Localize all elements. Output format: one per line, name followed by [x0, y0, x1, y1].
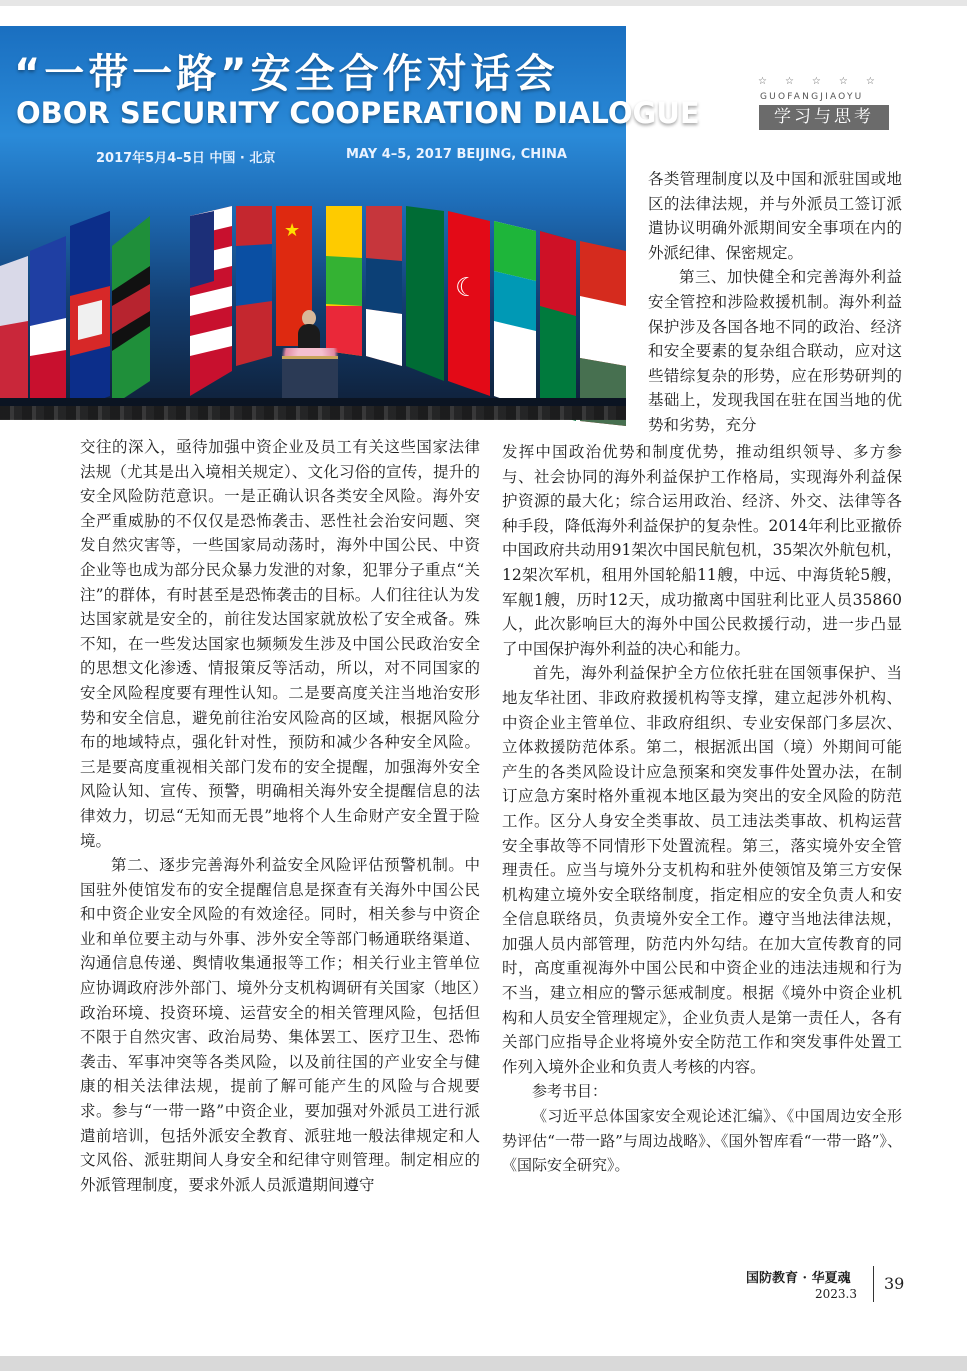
section-tag: 学习与思考	[759, 105, 889, 130]
paragraph: 交往的深入，亟待加强中资企业及员工有关这些国家法律法规（尤其是出入境相关规定）、文化习俗的宣传，提升的安全风险防范意识。一是正确认识各类安全风险。海外安全严重威胁的不仅仅是恐怖袭击、恶性社会治安问题、突发自然灾害等，一些国家局动荡时，海外中国公民、中资企业等也成为部分民众暴力发泄的对象，犯罪分子重点“关注”的群体，有时甚至是恐怖袭击的目标。人们往往认为发达国家就是安全的，前往发达国家就放松了安全戒备。殊不知，在一些发达国家也频频发生涉及中国公民政治安全的思想文化渗透、情报策反等活动，所以，对不同国家的安全风险程度要有理性认知。二是要高度关注当地治安形势和安全信息，避免前往治安风险高的区域，根据风险分布的地域特点，强化针对性，预防和减少各种安全风险。三是要高度重视相关部门发布的安全提醒，加强海外安全风险认知、宣传、预警，明确相关海外安全提醒信息的法律效力，切忌“无知而无畏”地将个人生命财产安全置于险境。	[80, 438, 480, 850]
page-edge-bottom	[0, 1356, 967, 1371]
references-list: 《习近平总体国家安全观论述汇编》、《中国周边安全形势评估“一带一路”与周边战略》、《国外智库看“一带一路”》、《国际安全研究》。	[502, 1107, 902, 1175]
audience-row	[0, 406, 626, 420]
magazine-name: 国防教育 · 华夏魂	[746, 1271, 851, 1286]
references-heading: 参考书目：	[532, 1082, 608, 1101]
star-decoration-icon: ☆☆☆☆☆	[758, 76, 893, 87]
paragraph: 各类管理制度以及中国和派驻国或地区的法律法规，并与外派员工签订派遣协议明确外派期间安全事项在内的外派纪律、保密规定。	[648, 170, 902, 262]
banner-date-en: MAY 4–5, 2017 BEIJING, CHINA	[346, 147, 567, 162]
right-column-top	[648, 167, 902, 438]
flags-right	[326, 206, 626, 426]
right-column	[502, 440, 902, 1178]
page-edge-top	[0, 0, 967, 6]
paragraph: 发挥中国政治优势和制度优势，推动组织领导、多方参与、社会协同的海外利益保护工作格局，实现海外利益保护资源的最大化；综合运用政治、经济、外交、法律等各种手段，降低海外利益保护的复杂性。2014年利比亚撤侨中国政府共动用91架次中国民航包机，35架次外航包机，12架次军机，租用外国轮船11艘，中远、中海货轮5艘，军舰1艘，历时12天，成功撤离中国驻利比亚人员35860人，此次影响巨大的海外中国公民救援行动，进一步凸显了中国保护海外利益的决心和能力。	[502, 443, 902, 658]
banner-title-en: OBOR SECURITY COOPERATION DIALOGUE	[16, 96, 700, 130]
footer-divider	[873, 1266, 874, 1302]
paragraph: 首先，海外利益保护全方位依托驻在国领事保护、当地友华社团、非政府救援机构等支撑，建立起涉外机构、中资企业主管单位、非政府组织、专业安保部门多层次、立体救援防范体系。第二，根据派出国（境）外期间可能产生的各类风险设计应急预案和突发事件处置办法，在制订应急方案时格外重视本地区最为突出的安全风险的防范工作。区分人身安全类事故、员工违法类事故、机构运营安全事故等不同情形下处置流程。第三，落实境外安全管理责任。应当与境外分支机构和驻外使领馆及第三方安保机构建立境外安全联络制度，指定相应的安全负责人和安全信息联络员，负责境外安全工作。遵守当地法律法规，加强人员内部管理，防范内外勾结。在加大宣传教育的同时，高度重视海外中国公民和中资企业的违法违规和行为不当，建立相应的警示惩戒制度。根据《境外中资企业机构和人员安全管理规定》，企业负责人是第一责任人，各有关部门应指导企业将境外安全防范工作和突发事件处置工作列入境外企业和负责人考核的内容。	[502, 664, 902, 1076]
svg-text:★: ★	[284, 220, 301, 241]
banner-title-cn: “一带一路”安全合作对话会	[14, 51, 559, 97]
banner-date-cn: 2017年5月4–5日 中国 · 北京	[96, 151, 276, 166]
column-pinyin: GUOFANGJIAOYU	[760, 92, 864, 102]
svg-text:☾: ☾	[455, 273, 479, 303]
paragraph: 第二、逐步完善海外利益安全风险评估预警机制。中国驻外使馆发布的安全提醒信息是探查有关海外中国公民和中资企业安全风险的有效途径。同时，相关参与中资企业和单位要主动与外事、涉外安全等部门畅通联络渠道、沟通信息传递、舆情收集通报等工作；相关行业主管单位应协调政府涉外部门、境外分支机构调研有关国家（地区）政治环境、投资环境、运营安全的相关管理风险，包括但不限于自然灾害、政治局势、集体罢工、医疗卫生、恐怖袭击、军事冲突等各类风险，以及前往国的产业安全与健康的相关法律法规，提前了解可能产生的风险与合规要求。参与“一带一路”中资企业，要加强对外派员工进行派遣前培训，包括外派安全教育、派驻地一般法律规定和人文风俗、派驻期间人身安全和纪律守则管理。制定相应的外派管理制度，要求外派人员派遣期间遵守	[80, 856, 480, 1194]
flags-left	[0, 206, 312, 416]
issue-date: 2023.3	[815, 1287, 857, 1301]
conference-photo	[0, 26, 700, 419]
paragraph: 第三、加快健全和完善海外利益安全管控和涉险救援机制。海外利益保护涉及各国各地不同的政治、经济和安全要素的复杂组合联动，应对这些错综复杂的形势，应在形势研判的基础上，发现我国在驻在国当地的优势和劣势，充分	[648, 268, 902, 434]
page-number: 39	[884, 1274, 905, 1293]
left-column	[80, 435, 480, 1197]
